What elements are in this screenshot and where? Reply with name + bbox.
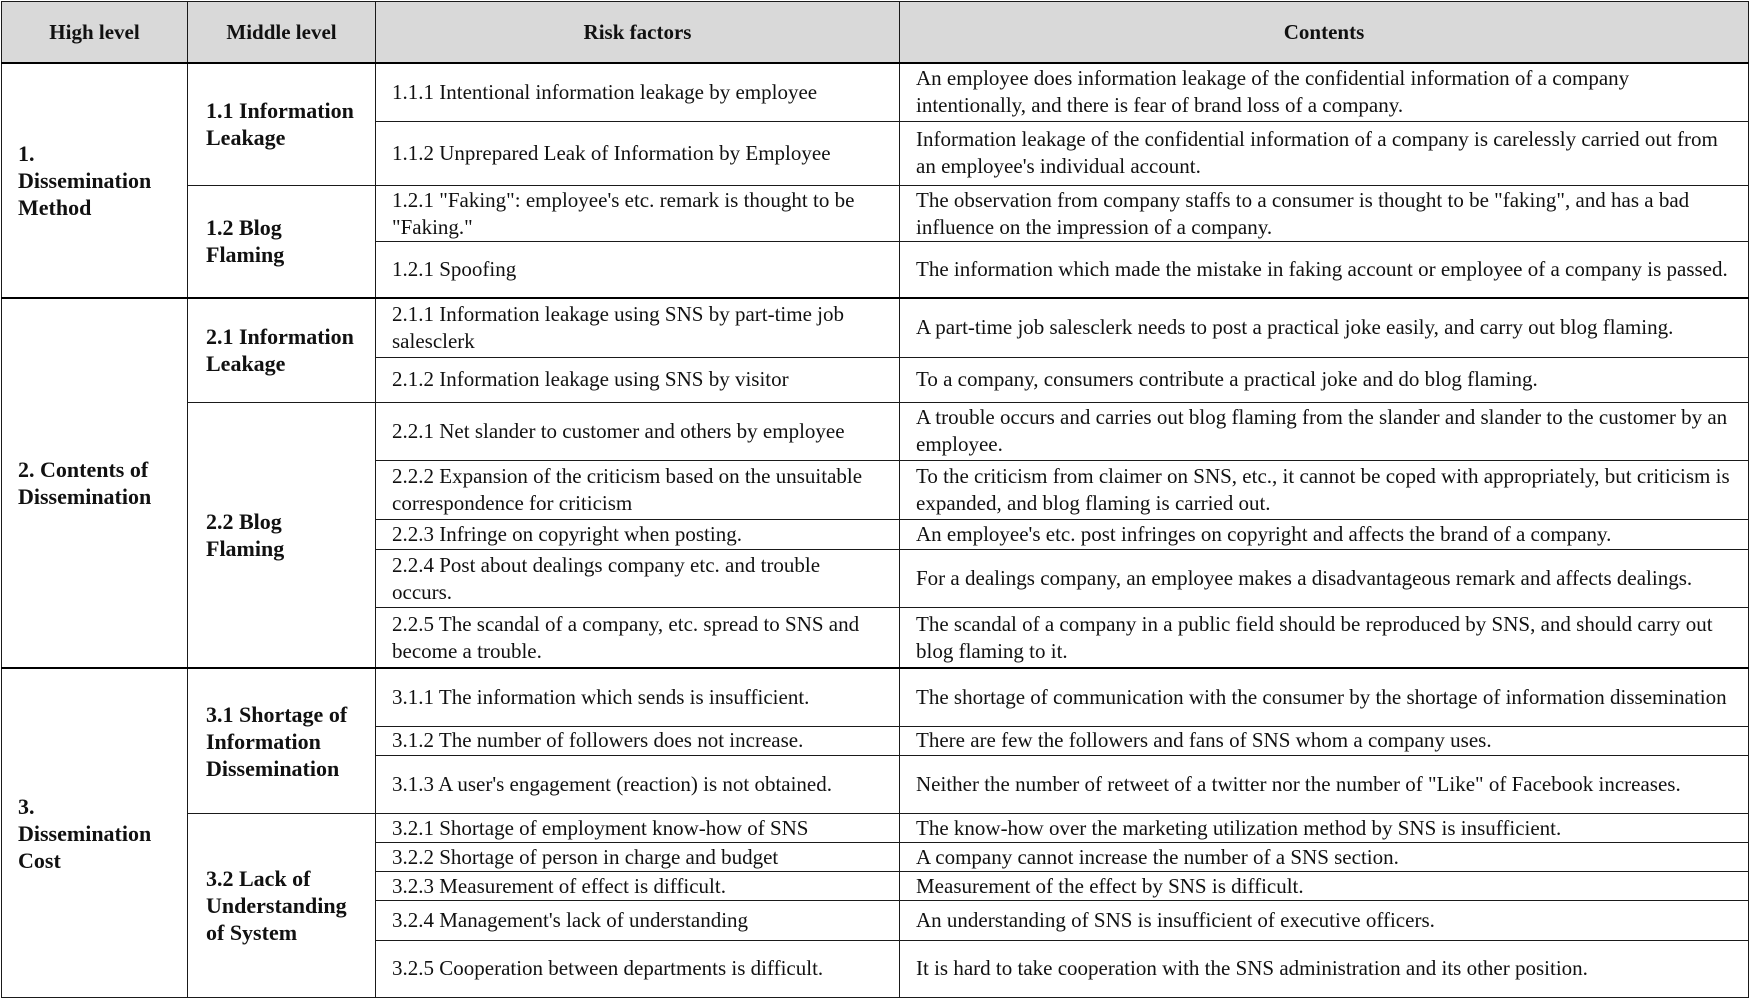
header-high-level: High level (2, 2, 188, 64)
middle-level-cell: 3.2 Lack of Understanding of System (188, 814, 376, 998)
header-risk-factors: Risk factors (376, 2, 900, 64)
table-row (2, 814, 1749, 843)
risk-factor-cell: 3.2.3 Measurement of effect is difficult. (376, 872, 900, 901)
risk-factor-cell: 3.2.2 Shortage of person in charge and budget (376, 843, 900, 872)
middle-level-cell: 1.1 Information Leakage (188, 63, 376, 185)
risk-factor-cell: 2.2.2 Expansion of the criticism based on the unsuitable correspondence for criticism (376, 460, 900, 519)
header-row (2, 2, 1749, 64)
high-level-cell: 1. Dissemination Method (2, 63, 188, 298)
risk-factor-cell: 1.1.2 Unprepared Leak of Information by Employee (376, 121, 900, 185)
contents-cell: Neither the number of retweet of a twitter nor the number of "Like" of Facebook increases. (900, 755, 1749, 813)
middle-level-cell: 1.2 Blog Flaming (188, 185, 376, 297)
contents-cell: An understanding of SNS is insufficient of executive officers. (900, 901, 1749, 940)
contents-cell: There are few the followers and fans of SNS whom a company uses. (900, 726, 1749, 755)
contents-cell: The scandal of a company in a public field should be reproduced by SNS, and should carry out blog flaming to it. (900, 608, 1749, 668)
risk-factor-cell: 1.1.1 Intentional information leakage by employee (376, 63, 900, 121)
risk-factor-cell: 3.2.1 Shortage of employment know-how of SNS (376, 814, 900, 843)
table-body (2, 63, 1749, 998)
contents-cell: For a dealings company, an employee makes a disadvantageous remark and affects dealings. (900, 550, 1749, 608)
risk-factor-cell: 2.1.1 Information leakage using SNS by part-time job salesclerk (376, 298, 900, 357)
contents-cell: The know-how over the marketing utilization method by SNS is insufficient. (900, 814, 1749, 843)
contents-cell: The shortage of communication with the consumer by the shortage of information dissemination (900, 668, 1749, 726)
contents-cell: The observation from company staffs to a consumer is thought to be "faking", and has a bad influence on the impression of a company. (900, 185, 1749, 241)
contents-cell: To the criticism from claimer on SNS, etc., it cannot be coped with appropriately, but criticism is expanded, and blog flaming is carried out. (900, 460, 1749, 519)
risk-factor-cell: 2.2.1 Net slander to customer and others by employee (376, 402, 900, 460)
table-row (2, 63, 1749, 121)
contents-cell: The information which made the mistake in faking account or employee of a company is passed. (900, 242, 1749, 298)
risk-factor-cell: 3.1.2 The number of followers does not increase. (376, 726, 900, 755)
risk-factor-cell: 3.1.1 The information which sends is insufficient. (376, 668, 900, 726)
contents-cell: Measurement of the effect by SNS is difficult. (900, 872, 1749, 901)
contents-cell: Information leakage of the confidential information of a company is carelessly carried out from an employee's individual account. (900, 121, 1749, 185)
table-row (2, 298, 1749, 357)
middle-level-cell: 2.1 Information Leakage (188, 298, 376, 402)
risk-factor-cell: 3.2.5 Cooperation between departments is difficult. (376, 940, 900, 997)
contents-cell: An employee's etc. post infringes on copyright and affects the brand of a company. (900, 520, 1749, 550)
risk-factor-cell: 2.1.2 Information leakage using SNS by visitor (376, 357, 900, 402)
header-middle-level: Middle level (188, 2, 376, 64)
risk-factor-cell: 3.2.4 Management's lack of understanding (376, 901, 900, 940)
table-row (2, 185, 1749, 241)
contents-cell: To a company, consumers contribute a practical joke and do blog flaming. (900, 357, 1749, 402)
contents-cell: A trouble occurs and carries out blog flaming from the slander and slander to the customer by an employee. (900, 402, 1749, 460)
middle-level-cell: 3.1 Shortage of Information Dissemination (188, 668, 376, 814)
header-contents: Contents (900, 2, 1749, 64)
contents-cell: It is hard to take cooperation with the SNS administration and its other position. (900, 940, 1749, 997)
contents-cell: A part-time job salesclerk needs to post a practical joke easily, and carry out blog flaming. (900, 298, 1749, 357)
risk-factor-cell: 3.1.3 A user's engagement (reaction) is not obtained. (376, 755, 900, 813)
risk-factor-cell: 1.2.1 Spoofing (376, 242, 900, 298)
contents-cell: A company cannot increase the number of a SNS section. (900, 843, 1749, 872)
risk-factor-cell: 1.2.1 "Faking": employee's etc. remark is thought to be "Faking." (376, 185, 900, 241)
risk-factor-cell: 2.2.4 Post about dealings company etc. and trouble occurs. (376, 550, 900, 608)
risk-factor-cell: 2.2.5 The scandal of a company, etc. spread to SNS and become a trouble. (376, 608, 900, 668)
middle-level-cell: 2.2 Blog Flaming (188, 402, 376, 668)
high-level-cell: 2. Contents of Dissemination (2, 298, 188, 668)
risk-factor-cell: 2.2.3 Infringe on copyright when posting. (376, 520, 900, 550)
table-row (2, 668, 1749, 726)
high-level-cell: 3. Dissemination Cost (2, 668, 188, 997)
contents-cell: An employee does information leakage of the confidential information of a company intentionally, and there is fear of brand loss of a company. (900, 63, 1749, 121)
risk-factor-table (1, 1, 1749, 998)
table-row (2, 402, 1749, 460)
